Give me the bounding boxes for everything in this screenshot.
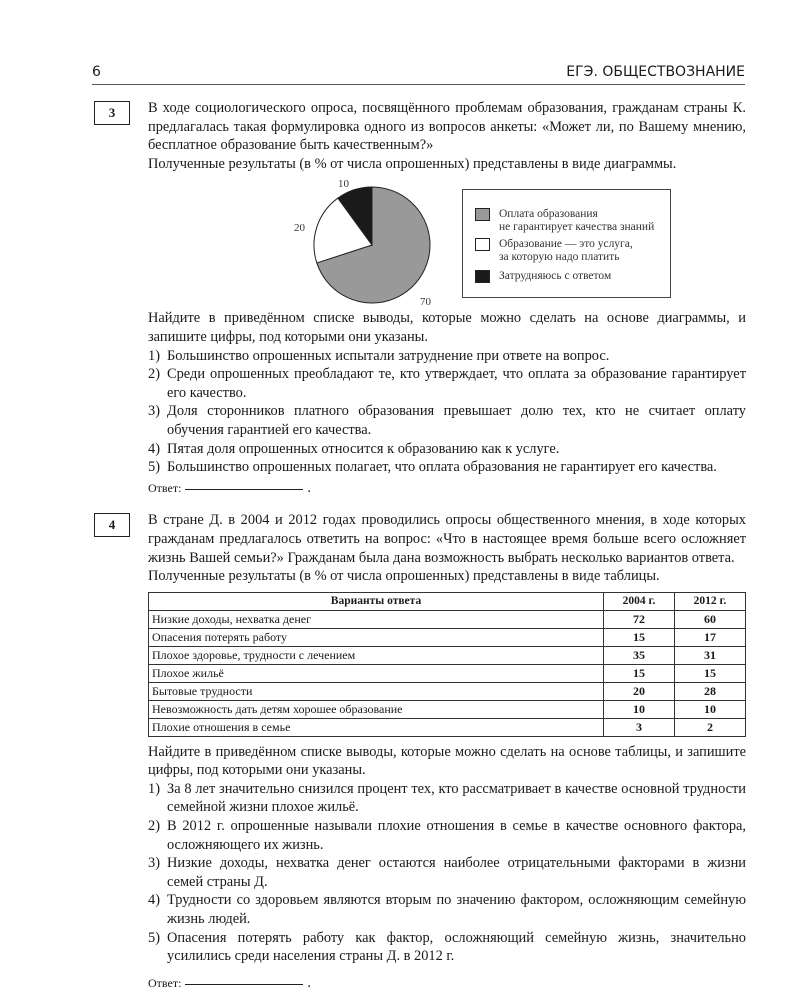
- table-row: [149, 646, 746, 664]
- option: [148, 854, 746, 891]
- value-cell: 15: [675, 664, 746, 682]
- option-number: 2): [148, 818, 160, 835]
- value-cell: 28: [675, 682, 746, 700]
- value-cell: 15: [604, 664, 675, 682]
- answer-field[interactable]: Ответ: .: [148, 479, 312, 496]
- option: [148, 347, 746, 366]
- legend-item: [475, 238, 633, 264]
- header-rule: [92, 84, 745, 85]
- table-row: [149, 664, 746, 682]
- task-number-3: 3: [94, 101, 130, 125]
- option-number: 4): [148, 892, 160, 909]
- label-cell: Низкие доходы, нехватка денег: [149, 610, 604, 628]
- value-cell: 15: [604, 628, 675, 646]
- option: [148, 780, 746, 817]
- chart-area: [0, 179, 800, 307]
- option-text: Пятая доля опрошенных относится к образованию как к услуге.: [167, 440, 560, 457]
- option-text: Опасения потерять работу как фактор, осложняющий семейную жизнь, значительно усилились среди населения страны Д. в 2012 г.: [167, 929, 746, 965]
- task3-body: [148, 309, 746, 497]
- task4-prompt: Найдите в приведённом списке выводы, которые можно сделать на основе таблицы, и запишите цифры, под которыми они указаны.: [148, 743, 746, 779]
- task-4: [0, 511, 800, 992]
- option-text: Среди опрошенных преобладают те, кто утверждает, что оплата за образование гарантирует его качество.: [167, 366, 746, 401]
- legend-text: Образование — это услуга,: [499, 238, 633, 251]
- table-header: [149, 592, 746, 610]
- label-cell: Опасения потерять работу: [149, 628, 604, 646]
- legend-item: [475, 270, 611, 283]
- task3-intro2: Полученные результаты (в % от числа опрошенных) представлены в виде диаграммы.: [148, 155, 677, 172]
- option-number: 2): [148, 366, 160, 383]
- option-number: 1): [148, 780, 160, 797]
- task4-options: [148, 780, 746, 966]
- option: [148, 365, 746, 402]
- option-number: 4): [148, 440, 160, 457]
- answer-label: Ответ:: [148, 975, 182, 990]
- legend-text: за которую надо платить: [499, 251, 620, 264]
- slice-label: 70: [420, 296, 431, 308]
- option-number: 3): [148, 403, 160, 420]
- legend-swatch: [475, 238, 490, 251]
- slice-label: 10: [338, 179, 349, 191]
- answer-label: Ответ:: [148, 480, 182, 495]
- legend-swatch: [475, 270, 490, 283]
- column-header: 2012 г.: [675, 592, 746, 610]
- answer-line[interactable]: [185, 489, 303, 490]
- task4-intro2: Полученные результаты (в % от числа опрошенных) представлены в виде таблицы.: [148, 568, 660, 585]
- label-cell: Плохие отношения в семье: [149, 718, 604, 736]
- label-cell: Плохое жильё: [149, 664, 604, 682]
- option-text: За 8 лет значительно снизился процент тех, кто рассматривает в качестве основной трудности семейной жизни плохое жильё.: [167, 780, 746, 816]
- table-row: [149, 718, 746, 736]
- value-cell: 72: [604, 610, 675, 628]
- value-cell: 31: [675, 646, 746, 664]
- table-row: [149, 682, 746, 700]
- option-text: Большинство опрошенных полагает, что оплата образования не гарантирует его качества.: [167, 459, 717, 476]
- task3-options: [148, 347, 746, 477]
- task-3: [0, 99, 800, 497]
- option-text: Доля сторонников платного образования превышает долю тех, кто не считает оплату обучения гарантией его качества.: [167, 403, 746, 438]
- value-cell: 60: [675, 610, 746, 628]
- table-row: [149, 628, 746, 646]
- chart-legend: [462, 189, 671, 298]
- value-cell: 20: [604, 682, 675, 700]
- results-table: [148, 592, 746, 737]
- page-header: [0, 0, 800, 84]
- value-cell: 17: [675, 628, 746, 646]
- label-cell: Бытовые трудности: [149, 682, 604, 700]
- slice-label: 20: [294, 222, 305, 235]
- label-cell: Плохое здоровье, трудности с лечением: [149, 646, 604, 664]
- column-header: 2004 г.: [604, 592, 675, 610]
- task3-intro: [148, 99, 746, 173]
- value-cell: 2: [675, 718, 746, 736]
- option-number: 5): [148, 929, 160, 946]
- pie-chart: [280, 179, 460, 307]
- task3-prompt: Найдите в приведённом списке выводы, которые можно сделать на основе диаграммы, и запишите цифры, под которыми они указаны.: [148, 310, 746, 345]
- option-text: Трудности со здоровьем являются вторым по значению фактором, осложняющим семейную жизнь людей.: [167, 892, 746, 928]
- legend-text: не гарантирует качества знаний: [499, 221, 655, 234]
- label-cell: Невозможность дать детям хорошее образование: [149, 700, 604, 718]
- running-title: ЕГЭ. ОБЩЕСТВОЗНАНИЕ: [566, 64, 745, 80]
- answer-line[interactable]: [185, 984, 303, 985]
- task-number-4: 4: [94, 513, 130, 537]
- option-text: В 2012 г. опрошенные называли плохие отношения в семье в качестве основного фактора, осложняющего их жизнь.: [167, 818, 746, 853]
- value-cell: 10: [604, 700, 675, 718]
- value-cell: 10: [675, 700, 746, 718]
- answer-field[interactable]: Ответ: .: [148, 974, 312, 991]
- option: [148, 891, 746, 928]
- option: [148, 817, 746, 854]
- legend-item: [475, 208, 654, 234]
- option-text: Низкие доходы, нехватка денег остаются наиболее отрицательными факторами в жизни семей страны Д.: [167, 855, 746, 890]
- task4-question: В стране Д. в 2004 и 2012 годах проводились опросы общественного мнения, в ходе которых гражданам предлагалось ответить на вопрос: «Что в настоящее время больше всего осложняет жизнь Вашей семьи?» Гражданам была дана возможность выбрать несколько вариантов ответа.: [148, 512, 746, 566]
- task4-body: [148, 743, 746, 993]
- option: [148, 929, 746, 966]
- value-cell: 3: [604, 718, 675, 736]
- option-number: 3): [148, 855, 160, 872]
- column-header: Варианты ответа: [149, 592, 604, 610]
- option: [148, 458, 746, 477]
- option: [148, 402, 746, 439]
- page-number: 6: [92, 64, 101, 80]
- option-text: Большинство опрошенных испытали затруднение при ответе на вопрос.: [167, 347, 610, 364]
- table-row: [149, 610, 746, 628]
- legend-swatch: [475, 208, 490, 221]
- legend-text: Оплата образования: [499, 208, 598, 221]
- option-number: 5): [148, 459, 160, 476]
- option: [148, 440, 746, 459]
- legend-text: Затрудняюсь с ответом: [499, 270, 612, 283]
- task3-question: В ходе социологического опроса, посвящённого проблемам образования, гражданам страны К. предлагалась такая формулировка одного из вопросов анкеты: «Может ли, по Вашему мнению, бесплатное образование быть качественным?»: [148, 100, 746, 154]
- table-row: [149, 700, 746, 718]
- value-cell: 35: [604, 646, 675, 664]
- option-number: 1): [148, 347, 160, 364]
- task4-intro: [148, 511, 746, 585]
